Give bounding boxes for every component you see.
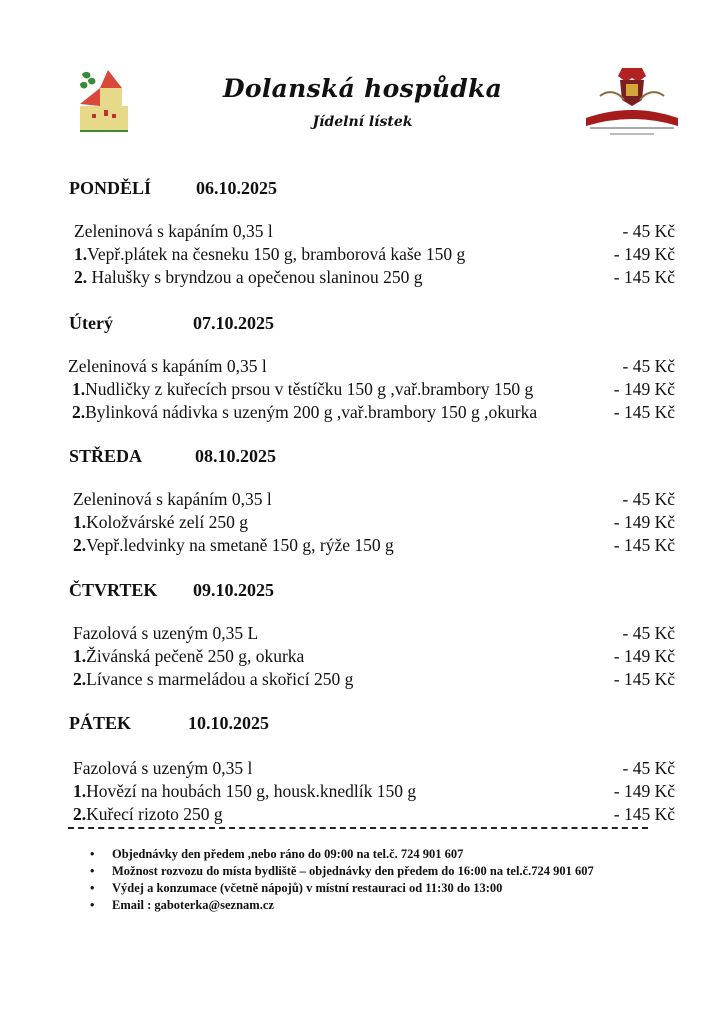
item-number: 1.: [73, 781, 87, 801]
svijany-brewery-logo-icon: [580, 66, 684, 138]
note-item: [90, 863, 594, 880]
menu-item: [74, 221, 273, 244]
item-number: 2.: [74, 267, 88, 287]
menu-item: [73, 535, 394, 558]
menu-item: [68, 356, 267, 379]
item-number: 1.: [74, 244, 88, 264]
day-date: 06.10.2025: [196, 178, 277, 198]
item-price: - 45 Kč: [622, 356, 675, 376]
item-text: Lívance s marmeládou a skořicí 250 g: [86, 669, 354, 689]
item-price: - 149 Kč: [613, 379, 675, 399]
note-item: [90, 897, 594, 914]
item-number: 2.: [73, 535, 87, 555]
email-text: Email : gaboterka@seznam.cz: [112, 898, 274, 912]
page-title: Dolanská hospůdka: [222, 74, 503, 103]
item-price: - 149 Kč: [613, 781, 675, 801]
menu-item: [72, 402, 537, 425]
bullet-icon: •: [90, 881, 95, 895]
item-price: - 145 Kč: [613, 535, 675, 555]
item-text: Koložvárské zelí 250 g: [86, 512, 248, 532]
item-price: - 145 Kč: [613, 669, 675, 689]
item-text: Vepř.ledvinky na smetaně 150 g, rýže 150 g: [86, 535, 394, 555]
menu-item: [73, 804, 223, 827]
item-price: - 145 Kč: [613, 267, 675, 287]
item-text: Fazolová s uzeným 0,35 L: [73, 623, 259, 643]
dashed-divider: [68, 827, 648, 829]
bullet-icon: •: [90, 864, 95, 878]
item-text: Zeleninová s kapáním 0,35 l: [73, 489, 272, 509]
day-name: Úterý: [69, 313, 113, 333]
item-text: Zeleninová s kapáním 0,35 l: [68, 356, 267, 376]
item-number: 2.: [73, 804, 87, 824]
day-date: 09.10.2025: [193, 580, 274, 600]
menu-item: [73, 623, 258, 646]
notes-list: [90, 846, 594, 914]
day-name: ČTVRTEK: [69, 580, 158, 600]
menu-item: [74, 244, 465, 267]
item-price: - 45 Kč: [622, 758, 675, 778]
day-name: PÁTEK: [69, 713, 132, 733]
menu-item: [73, 646, 304, 669]
item-number: 1.: [72, 379, 86, 399]
item-price: - 145 Kč: [613, 402, 675, 422]
item-text: Nudličky z kuřecích prsou v těstíčku 150 g ,vař.brambory 150 g: [85, 379, 534, 399]
note-text: Možnost rozvozu do místa bydliště – objednávky den předem do 16:00 na tel.č.724 901 607: [112, 864, 594, 878]
item-number: 1.: [73, 646, 87, 666]
note-item: [90, 880, 594, 897]
item-number: 1.: [73, 512, 87, 532]
day-name: PONDĚLÍ: [69, 178, 152, 198]
page-subtitle: Jídelní lístek: [312, 114, 413, 130]
bullet-icon: •: [90, 898, 95, 912]
item-number: 2.: [73, 669, 87, 689]
note-text: Výdej a konzumace (včetně nápojů) v místní restauraci od 11:30 do 13:00: [112, 881, 503, 895]
item-price: - 149 Kč: [613, 244, 675, 264]
item-text: Živánská pečeně 250 g, okurka: [86, 646, 305, 666]
item-text: Hovězí na houbách 150 g, housk.knedlík 150 g: [86, 781, 417, 801]
bullet-icon: •: [90, 847, 95, 861]
menu-item: [73, 781, 416, 804]
item-price: - 45 Kč: [622, 489, 675, 509]
menu-item: [73, 758, 252, 781]
day-date: 10.10.2025: [188, 713, 269, 733]
day-date: 07.10.2025: [193, 313, 274, 333]
menu-item: [73, 512, 248, 535]
menu-item: [73, 489, 272, 512]
item-text: Zeleninová s kapáním 0,35 l: [74, 221, 273, 241]
item-number: 2.: [72, 402, 86, 422]
menu-item: [74, 267, 422, 290]
note-item: [90, 846, 594, 863]
item-text: Bylinková nádivka s uzeným 200 g ,vař.brambory 150 g ,okurka: [85, 402, 538, 422]
note-text: Objednávky den předem ,nebo ráno do 09:00 na tel.č. 724 901 607: [112, 847, 464, 861]
item-text: Halušky s bryndzou a opečenou slaninou 250 g: [87, 267, 423, 287]
item-price: - 149 Kč: [613, 512, 675, 532]
item-price: - 145 Kč: [613, 804, 675, 824]
day-date: 08.10.2025: [195, 446, 276, 466]
item-text: Fazolová s uzeným 0,35 l: [73, 758, 253, 778]
item-price: - 45 Kč: [622, 623, 675, 643]
item-price: - 45 Kč: [622, 221, 675, 241]
menu-item: [73, 669, 353, 692]
item-price: - 149 Kč: [613, 646, 675, 666]
day-name: STŘEDA: [69, 446, 143, 466]
item-text: Vepř.plátek na česneku 150 g, bramborová kaše 150 g: [87, 244, 466, 264]
menu-item: [72, 379, 533, 402]
item-text: Kuřecí rizoto 250 g: [86, 804, 223, 824]
